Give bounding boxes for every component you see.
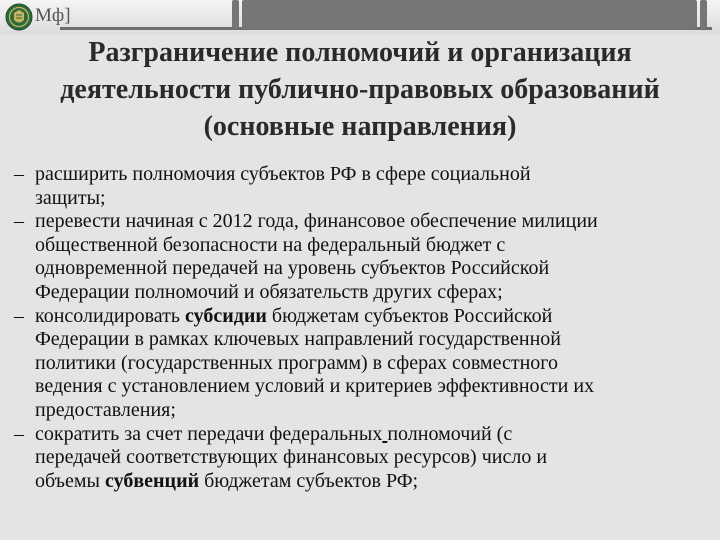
text-line: расширить полномочия субъектов РФ в сфере социальной [35,163,531,185]
text-line: Федерации полномочий и обязательств других сферах; [35,280,503,303]
text-line: общественной безопасности на федеральный бюджет с [35,233,506,256]
text-segment: бюджетам субъектов Российской [266,304,553,327]
text-segment: консолидировать [35,304,185,327]
brand-logo-text: Мф] [35,5,71,26]
bullet-marker: – [14,422,24,445]
text-segment: сократить за счет передачи федеральных [35,422,383,445]
header-decoration-block [700,0,707,29]
bold-term: субсидии [184,304,267,327]
slide-title [10,34,710,145]
bold-term: субвенций [105,469,200,492]
text-segment: объемы [35,469,105,492]
text-line: одновременной передачей на уровень субъектов Российской [35,257,550,280]
header-decoration-block [232,0,239,29]
text-line [35,470,714,494]
bullet-marker: – [14,304,24,327]
bullet-list [14,163,714,493]
text-line: политики (государственных программ) в сферах совместного [35,351,558,374]
title-line: (основные направления) [203,111,517,142]
text-segment: бюджетам субъектов РФ; [199,469,419,492]
text-line: перевести начиная с 2012 года, финансовое обеспечение милиции [35,210,598,233]
bullet-item [14,163,714,210]
title-line: Разграничение полномочий и организация [88,37,632,68]
ministry-emblem-icon [5,3,33,31]
text-line: Федерации в рамках ключевых направлений государственной [35,328,561,351]
bullet-item [14,210,714,304]
text-line: предоставления; [35,398,176,421]
text-line [35,305,714,329]
text-line: ведения с установлением условий и критериев эффективности их [35,375,595,398]
header-bar [0,0,720,34]
header-decoration-block [242,0,697,29]
text-line [35,423,714,447]
text-segment: полномочий (с [387,422,513,445]
bullet-item [14,305,714,423]
title-line: деятельности публично-правовых образований [60,74,660,105]
bullet-item [14,423,714,494]
bullet-marker: – [14,163,24,185]
bullet-marker: – [14,210,24,233]
text-line: защиты; [35,186,106,209]
text-line: передачей соответствующих финансовых ресурсов) число и [35,446,548,469]
